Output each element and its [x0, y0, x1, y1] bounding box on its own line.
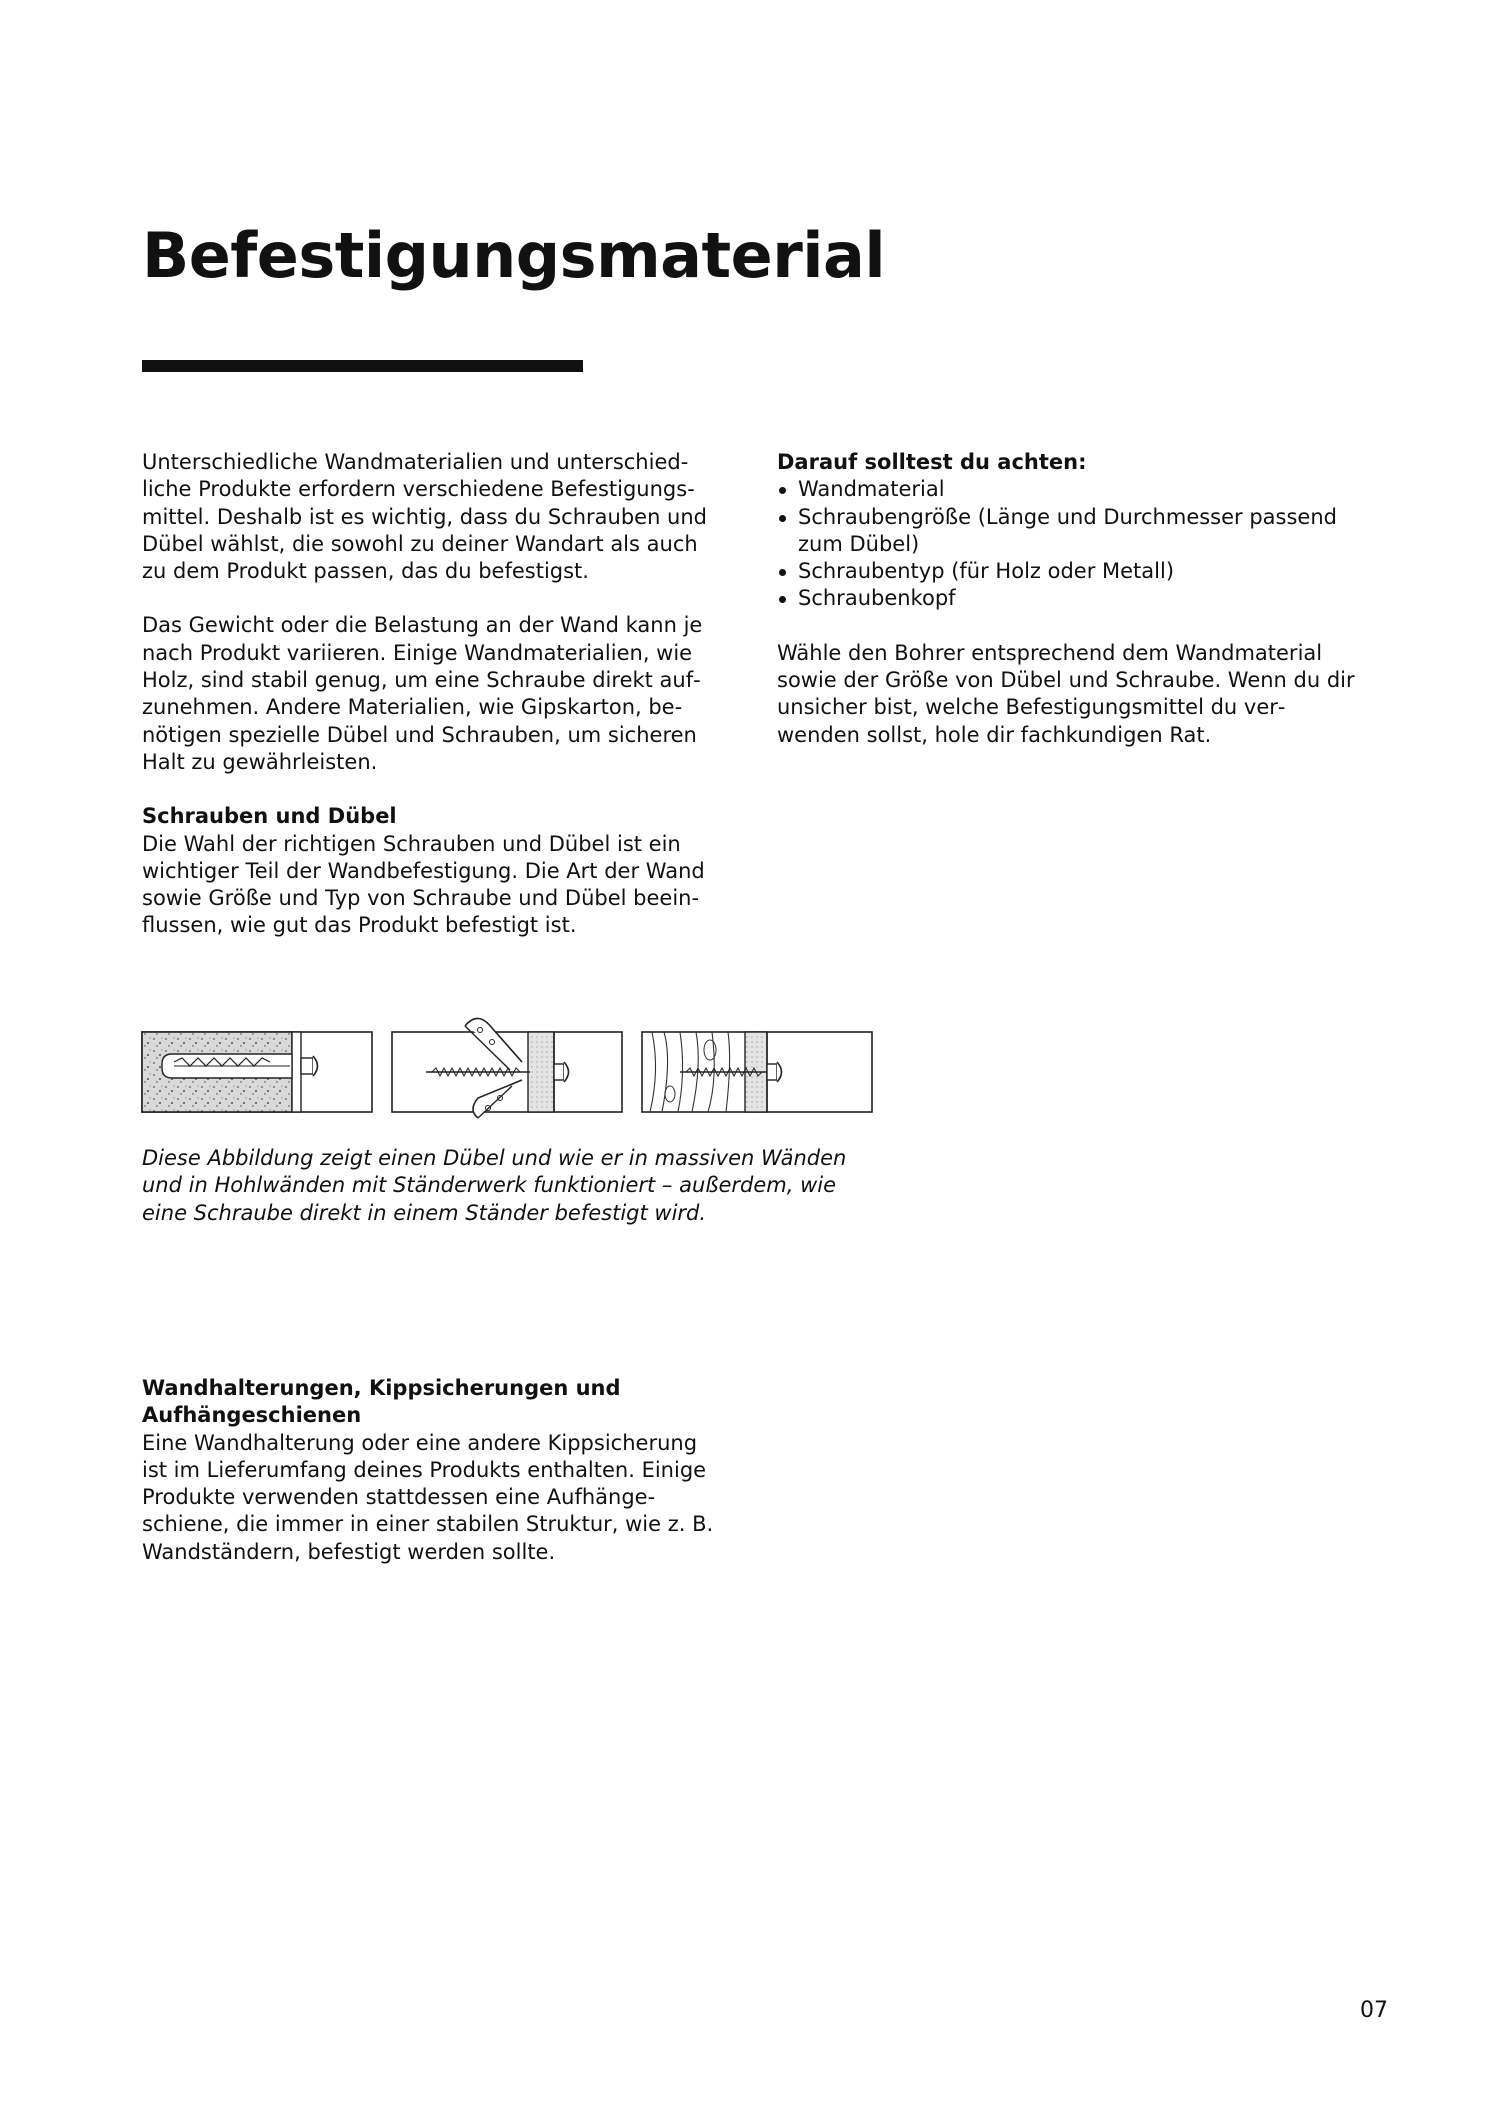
- page-number: 07: [1360, 1998, 1388, 2023]
- checklist-item: Schraubengröße (Länge und Durchmesser passend zum Dübel): [777, 504, 1357, 559]
- checklist-list: [777, 476, 1357, 612]
- wall-mount-body: Eine Wandhalterung oder eine andere Kippsicherung ist im Lieferumfang deines Produkts enthalten. Einige Produkte verwenden stattdessen eine Aufhängeschiene, die immer in einer stabilen Struktur, wie z. B. Wandständern, befestigt werden sollte.: [142, 1430, 714, 1564]
- drill-advice: Wähle den Bohrer entsprechend dem Wandmaterial sowie der Größe von Dübel und Schraube. Wenn du dir unsicher bist, welche Befestigungsmittel du verwenden sollst, hole dir fachkundigen Rat.: [777, 640, 1355, 747]
- checklist-item: Schraubentyp (für Holz oder Metall): [777, 558, 1357, 585]
- screws-body: Die Wahl der richtigen Schrauben und Dübel ist ein wichtiger Teil der Wandbefestigung. Die Art der Wand sowie Größe und Typ von Schraube und Dübel beeinflussen, wie gut das Produkt befestigt ist.: [142, 831, 705, 938]
- right-column: [777, 449, 1357, 749]
- checklist-heading: Darauf solltest du achten:: [777, 450, 1087, 474]
- figure-caption: Diese Abbildung zeigt einen Dübel und wie er in massiven Wänden und in Hohlwänden mit Ständerwerk funktioniert – außerdem, wie eine Schraube direkt in einem Ständer befestigt wird.: [142, 1146, 847, 1225]
- wall-anchor-illustration: [140, 1000, 880, 1125]
- intro-paragraph-2: Das Gewicht oder die Belastung an der Wand kann je nach Produkt variieren. Einige Wandmaterialien, wie Holz, sind stabil genug, um eine Schraube direkt aufzunehmen. Andere Materialien, wie Gipskarton, benötigen spezielle Dübel und Schrauben, um sicheren Halt zu gewährleisten.: [142, 613, 703, 774]
- wall-mount-heading: Wandhalterungen, Kippsicherungen und Aufhängeschienen: [142, 1376, 621, 1428]
- page-title: Befestigungsmaterial: [142, 219, 886, 292]
- left-column: [142, 449, 712, 940]
- checklist-item: Schraubenkopf: [777, 585, 1357, 612]
- checklist-item: Wandmaterial: [777, 476, 1357, 503]
- wall-mount-section: [142, 1375, 722, 1566]
- intro-paragraph-1: Unterschiedliche Wandmaterialien und unterschiedliche Produkte erfordern verschiedene Befestigungsmittel. Deshalb ist es wichtig, dass du Schrauben und Dübel wählst, die sowohl zu deiner Wandart als auch zu dem Produkt passen, das du befestigst.: [142, 450, 708, 584]
- solid-wall-panel: [142, 1032, 372, 1112]
- screws-heading: Schrauben und Dübel: [142, 804, 397, 829]
- wood-stud-panel: [642, 1032, 872, 1112]
- hollow-wall-panel: [392, 1018, 622, 1118]
- title-underline-bar: [142, 360, 583, 372]
